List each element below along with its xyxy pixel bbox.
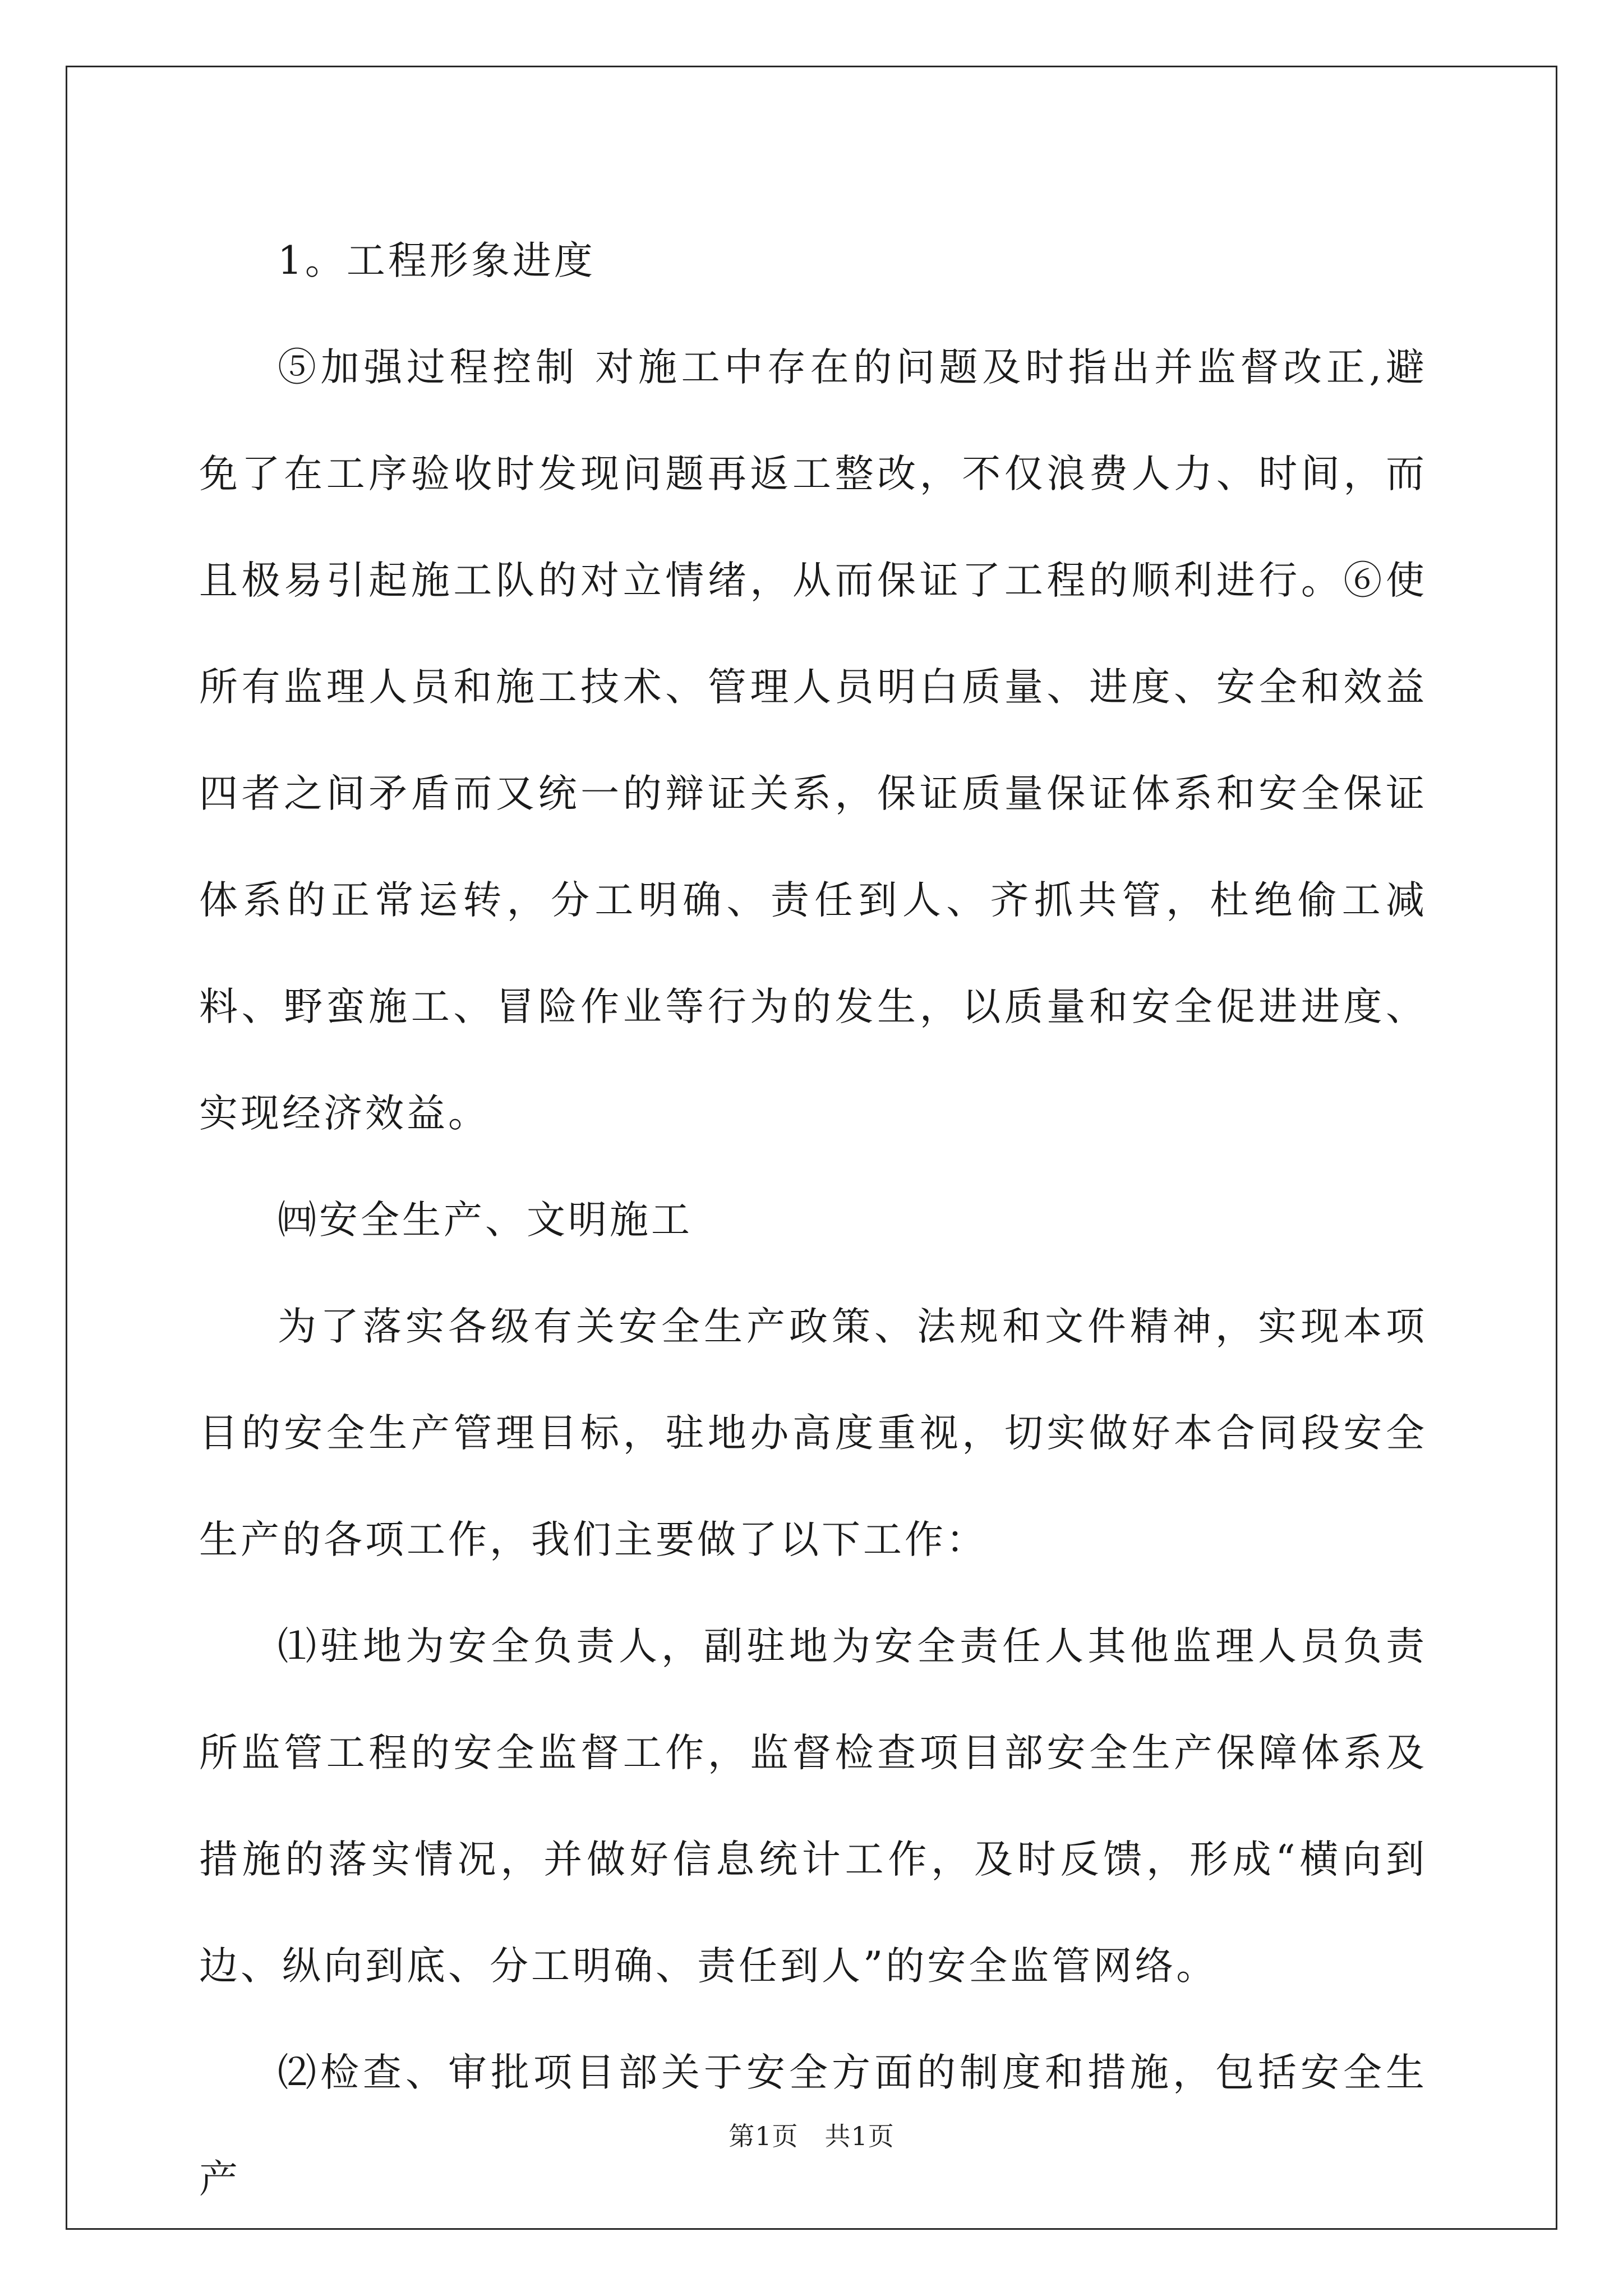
page-footer: 第1页 共1页 <box>728 2121 895 2151</box>
section-title: 1。工程形象进度 <box>278 238 596 283</box>
paragraph-item-2: ⑵检查、审批项目部关于安全方面的制度和措施，包括安全生产 <box>199 2050 1427 2202</box>
paragraph-item-1: ⑴驻地为安全负责人，副驻地为安全责任人其他监理人员负责所监管工程的安全监督工作，监督检查项目部安全生产保障体系及措施的落实情况，并做好信息统计工作，及时反馈，形成“横向到边、纵向到底、分工明确、责任到人”的安全监管网络。 <box>199 1624 1427 1989</box>
paragraph-safety-intro: 为了落实各级有关安全生产政策、法规和文件精神，实现本项目的安全生产管理目标，驻地办高度重视，切实做好本合同段安全生产的各项工作，我们主要做了以下工作： <box>199 1304 1427 1562</box>
paragraph-process-control: ⑤加强过程控制 对施工中存在的问题及时指出并监督改正,避免了在工序验收时发现问题再返工整改，不仅浪费人力、时间，而且极易引起施工队的对立情绪，从而保证了工程的顺利进行。⑥使所有监理人员和施工技术、管理人员明白质量、进度、安全和效益四者之间矛盾而又统一的辩证关系，保证质量保证体系和安全保证体系的正常运转，分工明确、责任到人、齐抓共管，杜绝偷工减料、野蛮施工、冒险作业等行为的发生，以质量和安全促进进度、实现经济效益。 <box>199 345 1427 1136</box>
document-body <box>199 208 1427 2233</box>
subheading-safety: ㈣安全生产、文明施工 <box>278 1198 693 1243</box>
